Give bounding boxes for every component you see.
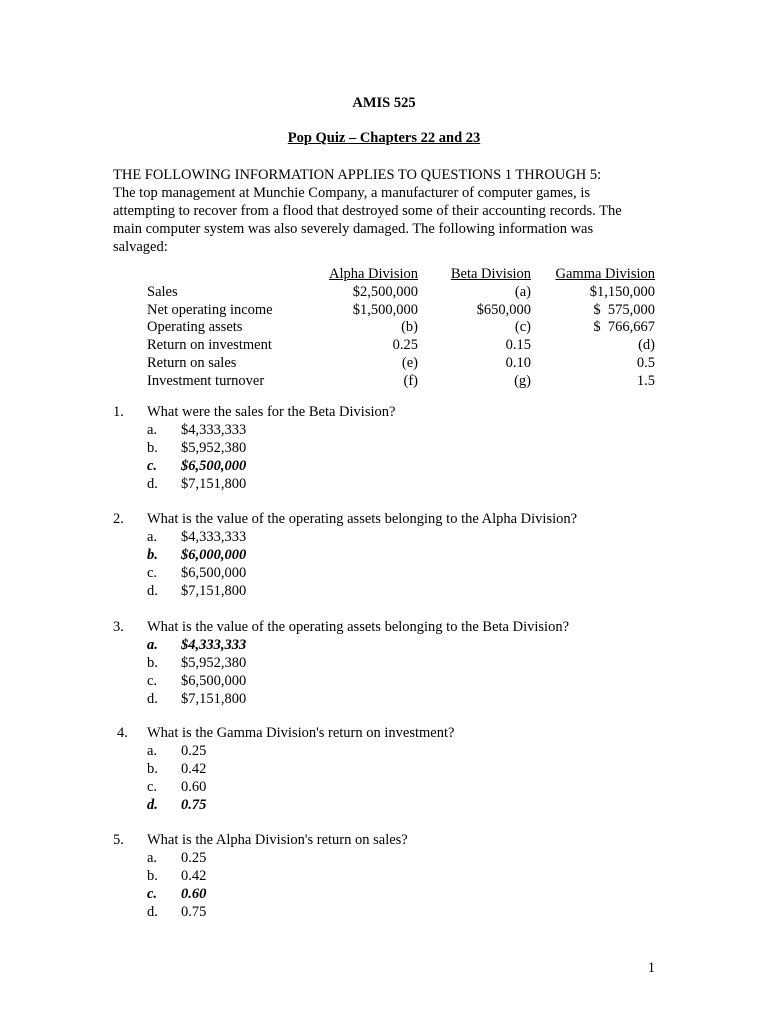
answer-option: d. $7,151,800 [147,476,247,492]
table-header-cell: Alpha Division [328,266,418,282]
table-cell: (b) [401,319,418,336]
table-row [147,319,659,337]
table-cell: (g) [514,372,531,389]
answer-option: b. 0.42 [147,868,207,884]
table-cell: $1,150,000 [589,283,655,300]
intro-heading: THE FOLLOWING INFORMATION APPLIES TO QUESTIONS 1 THROUGH 5: [113,167,602,183]
table-cell: $ 575,000 [593,301,655,318]
table-cell: (d) [638,337,655,354]
row-label: Return on sales [147,354,237,371]
table-cell: $1,500,000 [352,301,418,318]
question-5 [113,831,673,921]
answer-option: c. 0.60 [147,779,207,795]
question-number: 5. [113,832,124,848]
table-cell: (c) [514,319,531,336]
table-header-row [147,266,659,284]
table-cell: (e) [401,354,418,371]
answer-option-correct: d. 0.75 [147,797,207,813]
table-cell: $2,500,000 [352,283,418,300]
page-number: 1 [647,960,655,976]
answer-option: d. 0.75 [147,904,207,920]
table-cell: 0.25 [392,337,418,354]
answer-option-correct: b. $6,000,000 [147,547,247,563]
table-cell: 0.15 [505,337,531,354]
question-text: What is the Alpha Division's return on sales? [147,832,408,848]
question-text: What is the value of the operating assets belonging to the Beta Division? [147,619,570,635]
table-row [147,337,659,355]
table-cell: 0.5 [636,354,655,371]
table-cell: (f) [403,372,418,389]
answer-option: b. $5,952,380 [147,655,247,671]
intro-line: The top management at Munchie Company, a manufacturer of computer games, is [113,185,590,201]
intro-line: attempting to recover from a flood that destroyed some of their accounting records. The [113,203,622,219]
row-label: Operating assets [147,319,243,336]
table-cell: (a) [514,283,531,300]
table-cell: 1.5 [636,372,655,389]
question-number: 2. [113,511,124,527]
question-number: 4. [117,725,128,741]
intro-paragraph [113,166,658,256]
table-row [147,284,659,302]
intro-line: main computer system was also severely damaged. The following information was [113,221,594,237]
table-row [147,373,659,391]
answer-option: d. $7,151,800 [147,691,247,707]
course-title: AMIS 525 [352,95,416,111]
answer-option: b. 0.42 [147,761,207,777]
question-number: 3. [113,619,124,635]
quiz-title: Pop Quiz – Chapters 22 and 23 [287,130,481,146]
table-row [147,355,659,373]
row-label: Return on investment [147,337,272,354]
intro-line: salvaged: [113,239,168,255]
table-header-cell: Gamma Division [555,266,655,282]
question-1 [113,403,673,493]
answer-option: a. 0.25 [147,850,207,866]
answer-option: c. $6,500,000 [147,673,247,689]
division-data-table [147,266,659,391]
row-label: Investment turnover [147,372,265,389]
row-label: Sales [147,283,178,300]
table-row [147,302,659,320]
table-cell: 0.10 [505,354,531,371]
answer-option: a. $4,333,333 [147,422,247,438]
question-3 [113,618,673,708]
table-header-blank [147,266,297,284]
answer-option-correct: a. $4,333,333 [147,637,247,653]
table-cell: $ 766,667 [593,319,655,336]
answer-option-correct: c. 0.60 [147,886,207,902]
answer-option: b. $5,952,380 [147,440,247,456]
question-text: What is the value of the operating assets belonging to the Alpha Division? [147,511,578,527]
question-2 [113,510,673,600]
answer-option: a. $4,333,333 [147,529,247,545]
question-4 [113,724,673,814]
question-text: What were the sales for the Beta Division? [147,404,396,420]
question-number: 1. [113,404,124,420]
answer-option-correct: c. $6,500,000 [147,458,247,474]
row-label: Net operating income [147,301,273,318]
answer-option: a. 0.25 [147,743,207,759]
answer-option: c. $6,500,000 [147,565,247,581]
answer-option: d. $7,151,800 [147,583,247,599]
table-cell: $650,000 [476,301,531,318]
question-text: What is the Gamma Division's return on investment? [147,725,455,741]
table-header-cell: Beta Division [450,266,531,282]
